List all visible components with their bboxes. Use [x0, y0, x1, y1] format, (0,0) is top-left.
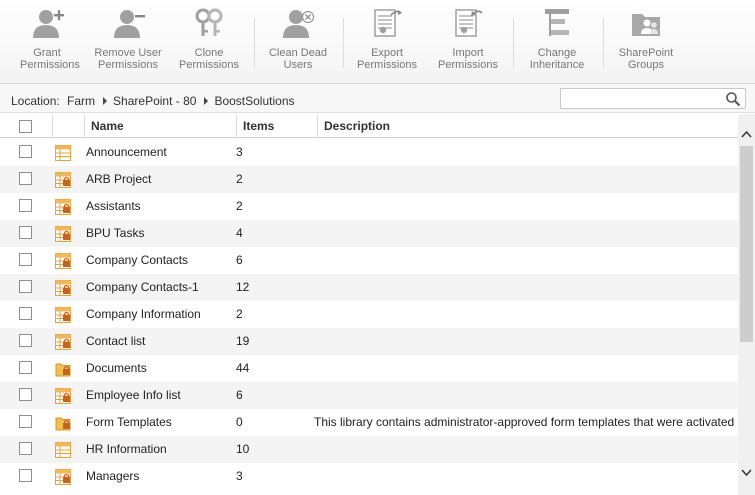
row-description: [314, 193, 738, 220]
row-description: [314, 139, 738, 166]
breadcrumb-arrow-icon: [103, 97, 107, 105]
locked-list-icon: [55, 388, 71, 404]
remove-user-permissions-icon: [108, 6, 148, 40]
row-name: HR Information: [86, 442, 167, 456]
search-icon[interactable]: [725, 91, 741, 107]
row-description: [314, 463, 738, 490]
table-row[interactable]: [0, 247, 738, 274]
row-name: Managers: [86, 469, 140, 483]
icon-column-header: [52, 114, 84, 138]
grant-permissions-button[interactable]: [20, 6, 80, 76]
locked-list-icon: [55, 280, 71, 296]
grid-header: [0, 114, 738, 138]
row-checkbox[interactable]: [19, 307, 32, 320]
table-row[interactable]: [0, 220, 738, 247]
ribbon-separator: [513, 18, 514, 68]
remove-user-permissions-label-2: Permissions: [98, 59, 158, 71]
clean-dead-users-label-1: Clean Dead: [268, 47, 328, 59]
export-permissions-button[interactable]: [355, 6, 419, 76]
clone-permissions-label-2: Permissions: [179, 59, 239, 71]
table-row[interactable]: [0, 328, 738, 355]
row-name: BPU Tasks: [86, 226, 145, 240]
import-permissions-icon: [448, 6, 488, 40]
table-row[interactable]: [0, 382, 738, 409]
ribbon-toolbar: [0, 0, 755, 84]
clean-dead-users-button[interactable]: [266, 6, 330, 76]
row-description: [314, 247, 738, 274]
row-description: [314, 328, 738, 355]
row-items: 6: [236, 253, 243, 267]
select-all-checkbox[interactable]: [19, 120, 32, 133]
table-row[interactable]: [0, 274, 738, 301]
sharepoint-groups-button[interactable]: [614, 6, 678, 76]
remove-user-permissions-button[interactable]: [93, 6, 163, 76]
row-name: ARB Project: [86, 172, 152, 186]
change-inheritance-icon: [537, 6, 577, 40]
locked-list-icon: [55, 172, 71, 188]
sharepoint-groups-label-1: SharePoint: [618, 47, 674, 59]
breadcrumb-item-sharepoint-80[interactable]: SharePoint - 80: [113, 93, 197, 108]
row-name: Employee Info list: [86, 388, 181, 402]
table-row[interactable]: [0, 463, 738, 490]
row-checkbox[interactable]: [19, 253, 32, 266]
clone-permissions-button[interactable]: [178, 6, 240, 76]
ribbon-separator: [254, 18, 255, 68]
row-description: [314, 274, 738, 301]
location-bar: [0, 85, 755, 113]
export-permissions-icon: [367, 6, 407, 40]
row-description: [314, 382, 738, 409]
row-items: 44: [236, 361, 250, 375]
clone-permissions-label-1: Clone: [194, 47, 224, 59]
locked-list-icon: [55, 199, 71, 215]
row-name: Form Templates: [86, 415, 172, 429]
column-header-description[interactable]: Description: [317, 114, 738, 138]
locked-library-icon: [55, 361, 71, 377]
ribbon-separator: [343, 18, 344, 68]
table-row[interactable]: [0, 166, 738, 193]
row-items: 6: [236, 388, 243, 402]
search-box: [560, 88, 746, 109]
sharepoint-groups-label-2: Groups: [627, 59, 665, 71]
scroll-thumb[interactable]: [740, 146, 753, 342]
locked-list-icon: [55, 469, 71, 485]
row-name: Company Contacts-1: [86, 280, 199, 294]
row-checkbox[interactable]: [19, 226, 32, 239]
row-items: 4: [236, 226, 243, 240]
vertical-scrollbar[interactable]: [738, 114, 755, 495]
ribbon-separator: [603, 18, 604, 68]
search-input[interactable]: [561, 89, 721, 108]
row-name: Contact list: [86, 334, 146, 348]
row-name: Company Contacts: [86, 253, 189, 267]
grant-permissions-label-2: Permissions: [20, 59, 80, 71]
clean-dead-users-icon: [278, 6, 318, 40]
table-row[interactable]: [0, 355, 738, 382]
change-inheritance-label-2: Inheritance: [529, 59, 585, 71]
import-permissions-button[interactable]: [436, 6, 500, 76]
row-items: 2: [236, 172, 243, 186]
row-items: 2: [236, 199, 243, 213]
row-items: 0: [236, 415, 243, 429]
row-description: [314, 436, 738, 463]
export-permissions-label-1: Export: [371, 47, 403, 59]
list-icon: [55, 442, 71, 458]
row-checkbox[interactable]: [19, 361, 32, 374]
row-checkbox[interactable]: [19, 334, 32, 347]
breadcrumb: [11, 93, 295, 108]
row-checkbox[interactable]: [19, 199, 32, 212]
table-row[interactable]: [0, 436, 738, 463]
export-permissions-label-2: Permissions: [357, 59, 417, 71]
breadcrumb-arrow-icon: [204, 97, 208, 105]
row-checkbox[interactable]: [19, 280, 32, 293]
locked-list-icon: [55, 307, 71, 323]
row-checkbox[interactable]: [19, 442, 32, 455]
row-checkbox[interactable]: [19, 172, 32, 185]
import-permissions-label-2: Permissions: [438, 59, 498, 71]
row-items: 10: [236, 442, 250, 456]
locked-list-icon: [55, 334, 71, 350]
column-header-items[interactable]: Items: [236, 114, 317, 138]
locked-list-icon: [55, 253, 71, 269]
grant-permissions-icon: [27, 6, 67, 40]
scroll-up-icon[interactable]: [738, 126, 755, 143]
row-name: Announcement: [86, 145, 167, 159]
table-row[interactable]: [0, 409, 738, 436]
breadcrumb-item-boostsolutions[interactable]: BoostSolutions: [214, 93, 295, 108]
import-permissions-label-1: Import: [452, 47, 484, 59]
row-name: Assistants: [86, 199, 141, 213]
row-items: 19: [236, 334, 250, 348]
row-name: Documents: [86, 361, 147, 375]
clone-permissions-icon: [189, 6, 229, 40]
row-description: [314, 301, 738, 328]
lists-grid: [0, 114, 738, 495]
location-label: Location:: [11, 93, 60, 108]
row-name: Company Information: [86, 307, 201, 321]
row-items: 3: [236, 469, 243, 483]
change-inheritance-label-1: Change: [537, 47, 577, 59]
row-description: [314, 355, 738, 382]
scroll-down-icon[interactable]: [738, 464, 755, 481]
row-items: 3: [236, 145, 243, 159]
list-icon: [55, 145, 71, 161]
table-row[interactable]: [0, 139, 738, 166]
row-description: [314, 166, 738, 193]
change-inheritance-button[interactable]: [524, 6, 590, 76]
row-description: This library contains administrator-approved form templates that were activated: [314, 415, 735, 429]
row-description: [314, 220, 738, 247]
table-row[interactable]: [0, 193, 738, 220]
row-items: 2: [236, 307, 243, 321]
row-checkbox[interactable]: [19, 388, 32, 401]
row-checkbox[interactable]: [19, 145, 32, 158]
breadcrumb-item-farm[interactable]: Farm: [67, 93, 96, 108]
column-header-name[interactable]: Name: [84, 114, 236, 138]
locked-list-icon: [55, 226, 71, 242]
table-row[interactable]: [0, 301, 738, 328]
sharepoint-groups-icon: [626, 6, 666, 40]
row-items: 12: [236, 280, 250, 294]
row-checkbox[interactable]: [19, 469, 32, 482]
row-checkbox[interactable]: [19, 415, 32, 428]
remove-user-permissions-label-1: Remove User: [94, 47, 162, 59]
grant-permissions-label-1: Grant: [33, 47, 61, 59]
clean-dead-users-label-2: Users: [283, 59, 313, 71]
locked-library-icon: [55, 415, 71, 431]
